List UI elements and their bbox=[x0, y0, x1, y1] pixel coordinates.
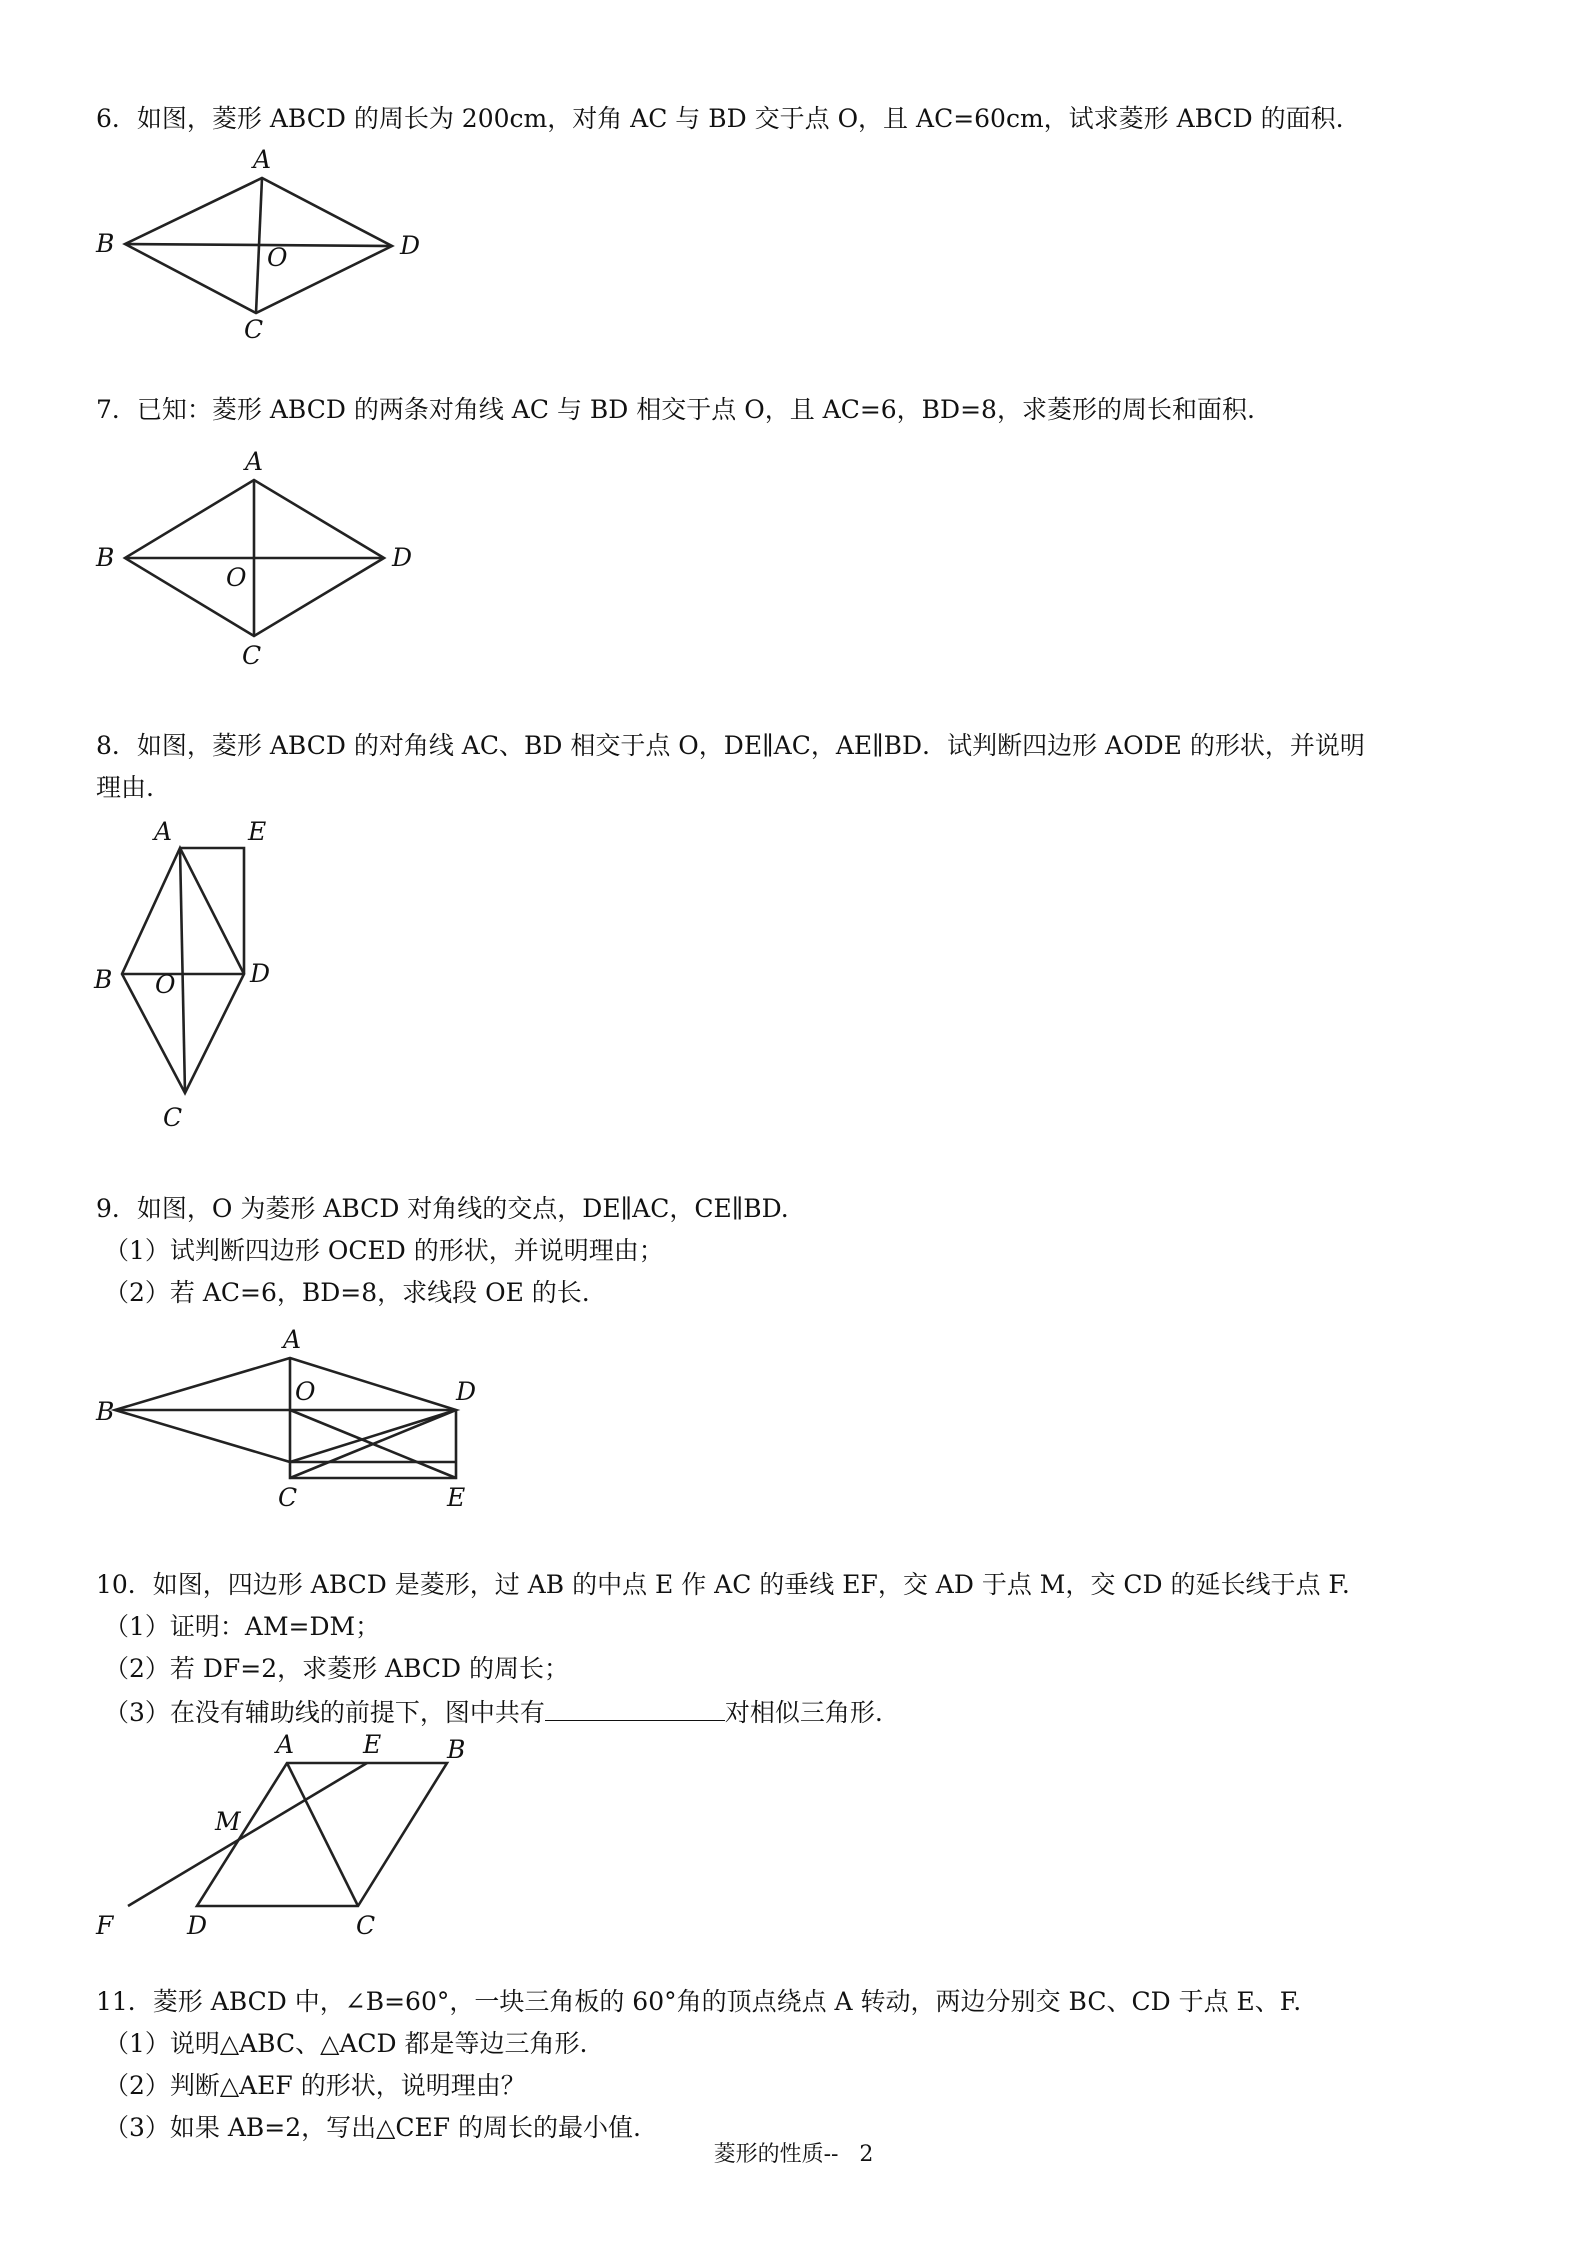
fig10-label-A: A bbox=[276, 1730, 295, 1759]
problem-10-text-line-1: 10．如图，四边形 ABCD 是菱形，过 AB 的中点 E 作 AC 的垂线 EF，交 AD 于点 M，交 CD 的延长线于点 F. bbox=[96, 1570, 1350, 1599]
problem-10-sub-1: （1）证明：AM=DM； bbox=[104, 1612, 381, 1641]
fig8-label-C: C bbox=[163, 1103, 183, 1132]
fig8-label-E: E bbox=[248, 817, 267, 846]
fig7-label-D: D bbox=[392, 543, 413, 572]
fig6-label-A: A bbox=[253, 145, 272, 174]
fig8-label-A: A bbox=[154, 817, 173, 846]
fig10-label-D: D bbox=[187, 1911, 208, 1940]
problem-11-text-line-1: 11．菱形 ABCD 中，∠B=60°，一块三角板的 60°角的顶点绕点 A 转动，两边分别交 BC、CD 于点 E、F. bbox=[96, 1987, 1302, 2016]
fig6-label-O: O bbox=[267, 243, 288, 272]
problem-10-sub-3-before: （3）在没有辅助线的前提下，图中共有 bbox=[104, 1698, 545, 1727]
fig10-label-E: E bbox=[363, 1730, 382, 1759]
answer-blank[interactable] bbox=[545, 1694, 725, 1721]
problem-10-sub-3-after: 对相似三角形. bbox=[724, 1698, 883, 1727]
problem-11-sub-1: （1）说明△ABC、△ACD 都是等边三角形. bbox=[104, 2029, 588, 2058]
figure-8-rhombus bbox=[90, 817, 310, 1140]
fig6-label-B: B bbox=[96, 229, 115, 258]
problem-11-sub-2: （2）判断△AEF 的形状，说明理由？ bbox=[104, 2071, 526, 2100]
fig8-label-O: O bbox=[155, 970, 176, 999]
problem-6-text: 6．如图，菱形 ABCD 的周长为 200cm，对角 AC 与 BD 交于点 O，且 AC=60cm，试求菱形 ABCD 的面积. bbox=[96, 104, 1344, 133]
fig9-label-E: E bbox=[447, 1483, 466, 1512]
fig7-label-A: A bbox=[245, 447, 264, 476]
figure-10-rhombus bbox=[90, 1728, 490, 1948]
fig10-label-C: C bbox=[356, 1911, 376, 1940]
fig7-label-O: O bbox=[226, 563, 247, 592]
fig9-label-O: O bbox=[295, 1377, 316, 1406]
problem-10-sub-2: （2）若 DF=2，求菱形 ABCD 的周长； bbox=[104, 1654, 570, 1683]
fig7-label-B: B bbox=[96, 543, 115, 572]
figure-9-rhombus bbox=[90, 1320, 510, 1520]
fig10-label-B: B bbox=[447, 1735, 466, 1764]
fig10-label-F: F bbox=[96, 1911, 114, 1940]
footer-title: 菱形的性质-- bbox=[713, 2142, 839, 2167]
problem-7-text: 7．已知：菱形 ABCD 的两条对角线 AC 与 BD 相交于点 O，且 AC=6，BD=8，求菱形的周长和面积. bbox=[96, 395, 1255, 424]
fig8-label-D: D bbox=[250, 959, 271, 988]
problem-11-sub-3: （3）如果 AB=2，写出△CEF 的周长的最小值. bbox=[104, 2113, 641, 2142]
fig10-label-M: M bbox=[215, 1807, 241, 1836]
fig9-label-B: B bbox=[96, 1397, 115, 1426]
figure-6-rhombus bbox=[90, 145, 430, 348]
fig6-label-C: C bbox=[244, 315, 264, 344]
fig9-label-A: A bbox=[283, 1325, 302, 1354]
page-footer bbox=[0, 2140, 1587, 2170]
problem-9-sub-1: （1）试判断四边形 OCED 的形状，并说明理由； bbox=[104, 1236, 664, 1265]
fig8-label-B: B bbox=[94, 965, 113, 994]
page-number: 2 bbox=[859, 2142, 874, 2167]
problem-9-sub-2: （2）若 AC=6，BD=8，求线段 OE 的长. bbox=[104, 1278, 590, 1307]
problem-8-text-line-2: 理由. bbox=[96, 773, 154, 802]
fig9-label-D: D bbox=[456, 1377, 477, 1406]
problem-8-text-line-1: 8．如图，菱形 ABCD 的对角线 AC、BD 相交于点 O，DE∥AC，AE∥BD．试判断四边形 AODE 的形状，并说明 bbox=[96, 731, 1365, 760]
fig9-label-C: C bbox=[278, 1483, 298, 1512]
fig6-label-D: D bbox=[400, 231, 421, 260]
figure-7-rhombus bbox=[90, 448, 430, 678]
fig7-label-C: C bbox=[242, 641, 262, 670]
problem-10-sub-3 bbox=[104, 1694, 883, 1730]
problem-9-text-line-1: 9．如图，O 为菱形 ABCD 对角线的交点，DE∥AC，CE∥BD. bbox=[96, 1194, 789, 1223]
